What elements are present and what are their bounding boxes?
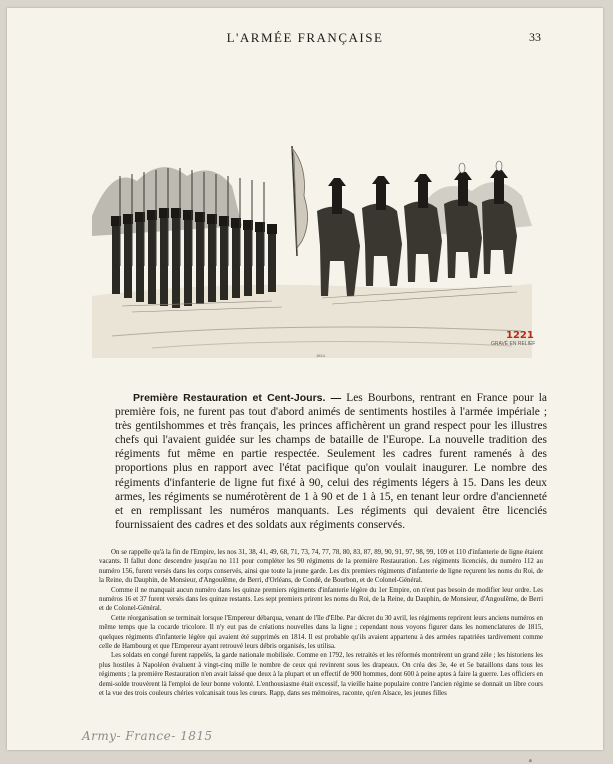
note-paragraph: On se rappelle qu'à la fin de l'Empire, les nos 31, 38, 41, 49, 68, 71, 73, 74, 77, 78, 80, 83, 87, 89, 90, 91, 97, 98, 99, 109 et 110 d'infanterie de ligne étaient vacants. Il fallut donc descendre jusqu'au no 111 pour compléter les 90 régiments de la première Restauration. Les régiments licenciés, du numéro 112 au numéro 156, furent versés dans les corps conservés, ainsi que toute la jeune garde. Les dix premiers régiments d'infanterie de ligne reçurent les noms du Roi, de la Reine, du Dauphin, de Monsieur, d'Angoulême, de Berri, d'Orléans, de Condé, de Bourbon, et de Colonel-Général. [99,549,543,585]
soldiers-review-engraving [92,136,532,358]
engraver-mark: 1221 [506,330,534,341]
engraving-signature: 1814 [316,353,325,358]
page-number: 33 [529,30,541,44]
section-paragraph [115,391,547,532]
handwritten-note: Army- France- 1815 [82,729,213,743]
engraver-caption: GRAVÉ EN RELIEF [491,341,536,347]
note-paragraph: Les soldats en congé furent rappelés, la garde nationale mobilisée. Comme en 1792, les retraités et les réformés montrèrent un grand zèle ; les historiens les plus hostiles à Napoléon évaluent à vingt-cinq mille le nombre de ceux qui revinrent sous les drapeaux. On créa des 3e, 4e et 5e bataillons dans tous les régiments ; la première Restauration n'en avait laissé que deux à la plupart et un effectif de 900 hommes, dont 600 à peine aptes à faire la guerre. Les officiers en demi-solde trouvèrent là l'emploi de leur bonne volonté. L'enthousiasme était excessif, la vieille haine populaire contre l'ancien régime se donnait un libre cours et la vue des trois couleurs chéries volcanisait tous les cœurs. Rapp, dans ses mémoires, raconte, qu'en Alsace, les jeunes filles [99,652,543,698]
book-page [7,8,603,764]
notes-block [99,548,543,699]
section-heading: Première Restauration et Cent-Jours. — [133,392,342,404]
section-body: Les Bourbons, rentrant en France pour la première fois, ne furent pas tout d'abord animés de sentiments hostiles à l'armée impériale ; très gentilshommes et très français, les princes affichèrent un grand respect pour les illustres chefs qui l'avaient guidée sur les champs de bataille de l'Europe. La nouvelle tradition des régiments fut même en partie respectée. Seulement les cadres furent ramenés à des proportions plus en rapport avec l'état pacifique qu'on voulait inaugurer. Le nombre des régiments d'infanterie de ligne fut fixé à 90, celui des régiments légers à 15. Dans les deux armes, les régiments se numérotèrent de 1 à 90 et de 1 à 15, en tenant leur ordre d'ancienneté et en remplissant les numéros manquants. Les régiments qui devaient être licenciés fournissaient des cadres et des soldats aux régiments conservés. [115,392,547,531]
running-head: L'ARMÉE FRANÇAISE [226,30,384,45]
signature-letter: a [529,758,532,764]
note-paragraph: Comme il ne manquait aucun numéro dans les quinze premiers régiments d'infanterie légère du 1er Empire, on n'eut pas besoin de modifier leur ordre. Les numéros 16 et 37 furent versés dans les quinze restants. Les sept premiers prirent les noms du Roi, de la Reine, du Dauphin, de Monsieur, d'Angoulême, de Berri et de Colonel-Général. [99,586,543,613]
note-paragraph: Cette réorganisation se terminait lorsque l'Empereur débarqua, venant de l'île d'Elbe. Par décret du 30 avril, les régiments reprirent leurs anciens numéros en même temps que la cocarde tricolore. Il n'y eut pas de créations nouvelles dans la ligne ; cependant nous voyons figurer dans les nomenclatures de 1815, quelques régiments d'infanterie légère qui avaient été supprimés en 1814. Il est probable qu'ils avaient appartenu à des armées rapatriées tardivement comme celle de Hambourg et que l'Empereur ayant retrouvé leurs débris organisés, les utilisa. [99,614,543,651]
